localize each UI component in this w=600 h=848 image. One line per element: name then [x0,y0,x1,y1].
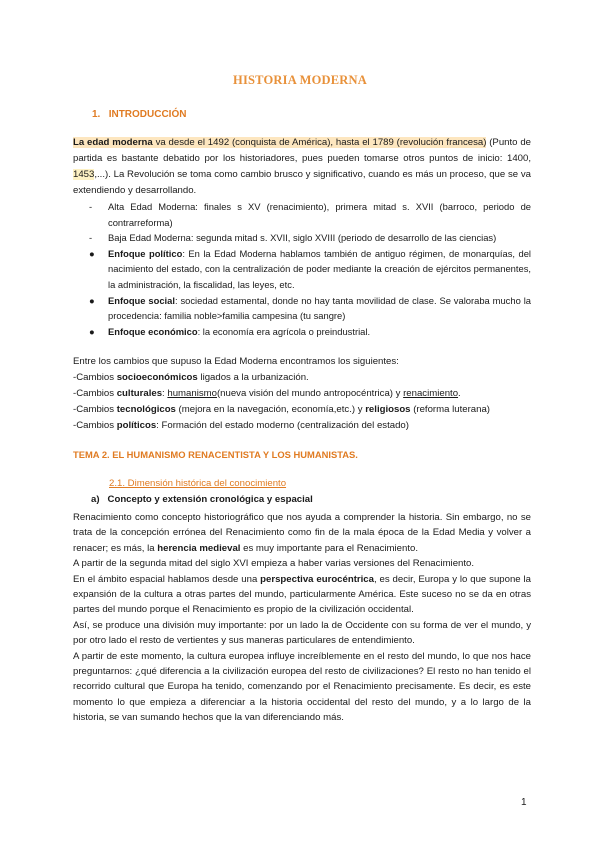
changes-section [73,354,531,434]
renacimiento-text [73,510,531,726]
document-title: HISTORIA MODERNA [233,73,367,87]
list-item [73,293,531,324]
paragraph: A partir de este momento, la cultura europea influye increíblemente en el resto del mundo, lo que nos hace preguntarnos: ¿qué diferencia a la civilización europea del resto de civilizaciones? El resto no han tenido el recorrido cultural que Europa ha tenido, comenzando por el Renacimiento precisamente. Es decir, es este momento lo que empieza a diferenciar a la historia occidental del resto del mundo, y a lo largo de la historia, se van sumando hechos que la van diferenciando más. [73,650,531,724]
list-item-text: : En la Edad Moderna hablamos también de antiguo régimen, de monarquías, del nacimiento del estado, con la centralización de poder mediante la creación de ejércitos permanentes, la administración, la fiscalidad, las leyes, etc. [108,247,532,290]
bullet-marker: ● [89,294,95,306]
edad-moderna-term: La edad moderna [73,137,153,148]
paragraph: A partir de la segunda mitad del siglo XVI empieza a haber varias versiones del Renacimiento. [73,558,475,570]
section-heading-introduccion [92,109,186,120]
bullet-marker: ● [89,247,95,259]
intro-dates: va desde el 1492 (conquista de América), hasta el 1789 (revolución francesa) [152,137,487,148]
list-item-label: Enfoque político [108,247,183,259]
tema2-heading: TEMA 2. EL HUMANISMO RENACENTISTA Y LOS HUMANISTAS. [73,449,358,460]
page-number: 1 [521,797,527,808]
section-number: 1. [92,109,101,120]
subsection-marker: a) [91,494,100,505]
list-item-text: : la economía era agrícola o preindustrial. [197,325,371,337]
list-item [73,324,531,340]
list-item-text: Alta Edad Moderna: finales s XV (renacimiento), primera mitad s. XVII (barroco, periodo de contrarreforma) [108,201,531,228]
subsection-heading-a [91,494,313,505]
paragraph: En el ámbito espacial hablamos desde una perspectiva eurocéntrica, es decir, Europa y lo que supone la expansión de la cultura a otras partes del mundo, particularmente América. Este suceso no se da en otras partes del mundo porque el Renacimiento es propio de la civilización occidental. [73,573,531,616]
list-item [73,230,531,246]
change-line-technological: -Cambios tecnológicos (mejora en la navegación, economía,etc.) y religiosos (reforma luterana) [73,404,490,415]
dash-marker: - [89,232,93,244]
change-line-political: -Cambios políticos: Formación del estado moderno (centralización del estado) [73,420,409,431]
list-item-label: Enfoque económico [108,325,198,337]
period-bullet-list [73,199,531,339]
list-item-label: Enfoque social [108,294,175,306]
bullet-marker: ● [89,325,95,337]
change-line-cultural: -Cambios culturales: humanismo(nueva visión del mundo antropocéntrica) y renacimiento. [73,388,461,399]
list-item-text: Baja Edad Moderna: segunda mitad s. XVII, siglo XVIII (periodo de desarrollo de las ciencias) [108,232,497,244]
changes-intro: Entre los cambios que supuso la Edad Moderna encontramos los siguientes: [73,356,399,367]
intro-year-1453: 1453 [73,169,95,180]
subsection-title: Concepto y extensión cronológica y espacial [107,494,313,505]
subsection-heading-2-1: 2.1. Dimensión histórica del conocimiento [109,478,287,489]
paragraph: Así, se produce una división muy importante: por un lado la de Occidente con su forma de ver el mundo, y por otro lado el resto de vertientes y sus maneras particulares de entendimiento. [73,619,531,647]
intro-text-2: ,...). La Revolución se toma como cambio brusco y significativo, cuando es más un proceso, que se va extendiendo y desarrollando. [73,169,531,196]
list-item [73,246,531,293]
list-item-text: : sociedad estamental, donde no hay tanta movilidad de clase. Se valoraba mucho la procedencia: familia noble>familia campesina (tu sangre) [108,294,531,322]
list-item [73,199,531,230]
intro-paragraph [73,135,531,199]
change-line-socioeconomic: -Cambios socioeconómicos ligados a la urbanización. [73,372,309,383]
intro-text-1: (Punto de partida es bastante debatido por los historiadores, pues pueden tomarse otros puntos de inicio: 1400, [73,137,531,164]
dash-marker: - [89,201,93,212]
paragraph: Renacimiento como concepto historiográfico que nos ayuda a comprender la historia. Sin embargo, no se trata de la concepción errónea del Renacimiento como fin de la mala época de la Edad Media y volver a renacer; es más, la herencia medieval es muy importante para el Renacimiento. [73,512,531,554]
section-title: INTRODUCCIÓN [108,109,187,120]
